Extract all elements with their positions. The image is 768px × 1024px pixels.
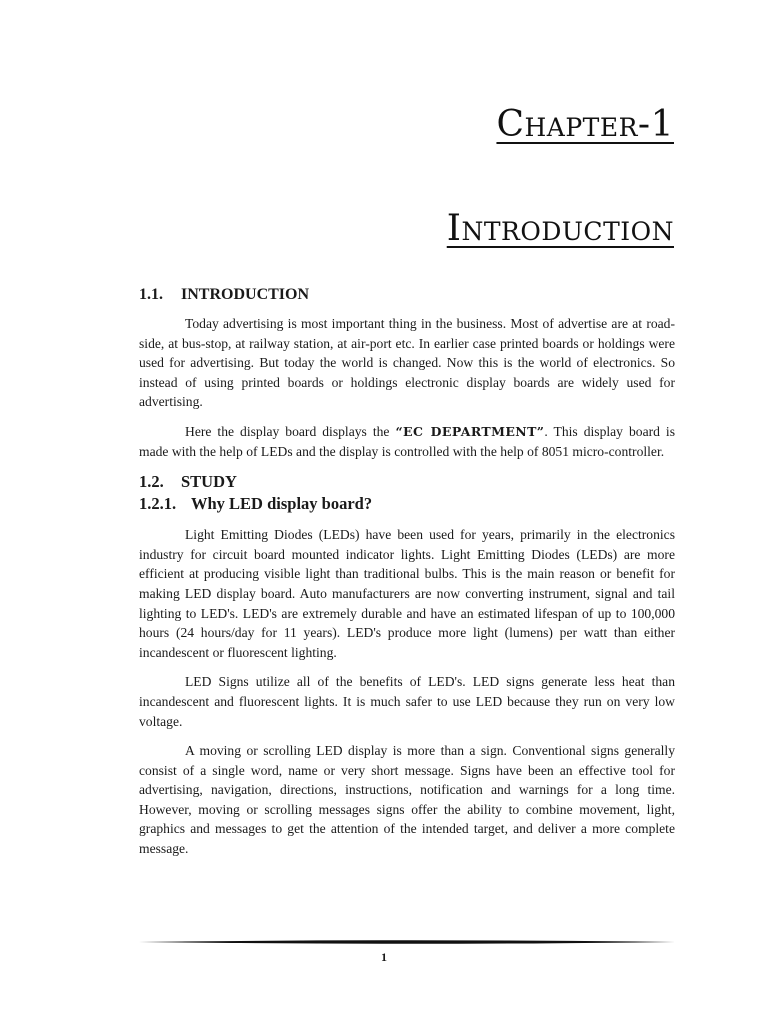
section-1-2-title [139, 471, 675, 493]
section-heading: Introduction [446, 208, 674, 249]
body-content [139, 286, 675, 869]
intro-paragraph-2-start: Here the display board displays the [185, 423, 396, 439]
section-1-2-heading [139, 471, 675, 515]
section-1-2-1-number: 1.2.1. [139, 494, 177, 514]
section-1-2-label: STUDY [181, 472, 237, 492]
section-1-2-1-label: Why LED display board? [191, 494, 373, 514]
intro-paragraph-2-end: . This display board is made with the help of LEDs and the display is controlled with the help of 8051 micro-controller. [139, 423, 676, 459]
section-1-1-number: 1.1. [139, 286, 163, 303]
study-paragraph-1: Light Emitting Diodes (LEDs) have been used for years, primarily in the electronics industry for circuit board mounted indicator lights. Light Emitting Diodes (LEDs) are more efficient at producing visible light than traditional bulbs. This is the main reason or benefit for making LED display board. Auto manufacturers are now converting instrument, signal and tail lighting to LED's. LED's are extremely durable and have an estimated lifespan of up to 100,000 hours (24 hours/day for 11 years). LED's produce more light (lumens) per watt than either incandescent or fluorescent lighting. [139, 527, 675, 660]
intro-paragraph-2 [139, 422, 675, 461]
study-paragraph-3: A moving or scrolling LED display is more than a sign. Conventional signs generally consist of a single word, name or very short message. Signs have been an effective tool for advertising, navigation, directions, instructions, notification and warnings for a long time. However, moving or scrolling messages signs offer the ability to combine movement, light, graphics and messages to get the attention of the intended target, and deliver a more complete message. [139, 743, 675, 857]
section-1-2-number: 1.2. [139, 472, 164, 492]
chapter-title: Chapter-1 [496, 104, 674, 145]
footer-rule [139, 938, 675, 946]
section-1-1-title [139, 286, 675, 304]
section-1-1-label: INTRODUCTION [181, 286, 310, 303]
ec-department-highlight: “EC DEPARTMENT” [395, 423, 545, 439]
section-1-2-1-title [139, 493, 675, 515]
study-paragraph-2: LED Signs utilize all of the benefits of LED's. LED signs generate less heat than incandescent and fluorescent lights. It is much safer to use LED because they run on very low voltage. [139, 674, 675, 729]
page-number: 1 [381, 950, 387, 964]
intro-paragraph-1: Today advertising is most important thing in the business. Most of advertise are at road-side, at bus-stop, at railway station, at air-port etc. In earlier case printed boards or holdings were used for advertising. But today the world is changed. Now this is the world of electronics. So instead of using printed boards or holdings electronic display boards are widely used for advertising. [139, 316, 675, 410]
